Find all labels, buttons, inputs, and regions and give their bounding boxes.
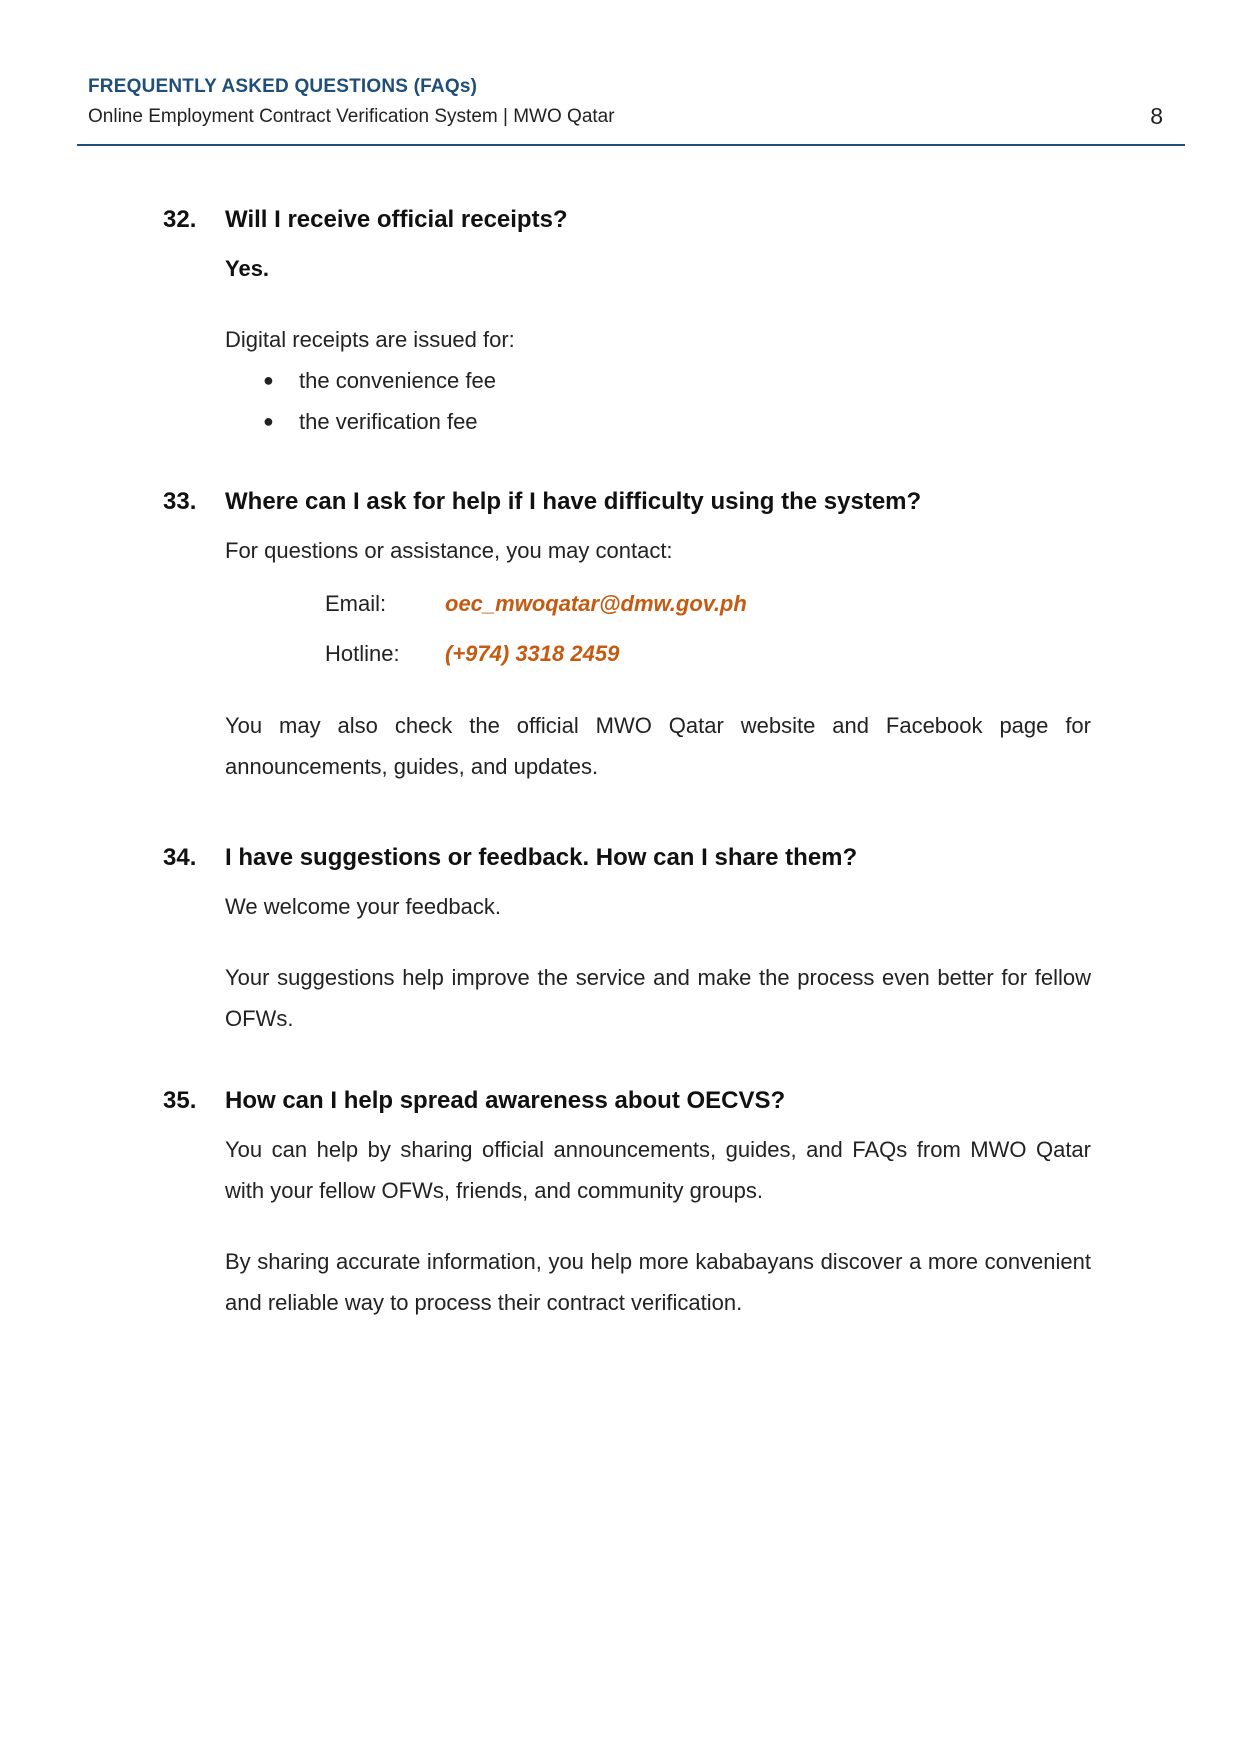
faq-number: 33. (163, 488, 197, 515)
faq-question: Where can I ask for help if I have difficulty using the system? (225, 488, 922, 515)
feedback-paragraph: Your suggestions help improve the service and make the process even better for fellow OFWs. (225, 965, 1091, 1031)
document-title: FREQUENTLY ASKED QUESTIONS (FAQs) (88, 76, 478, 97)
faq-number: 35. (163, 1087, 197, 1114)
contact-hotline-row (225, 633, 1091, 683)
faq-number: 34. (163, 844, 197, 871)
website-note: You may also check the official MWO Qatar website and Facebook page for announcements, guides, and updates. (225, 713, 1091, 779)
faq-answer (225, 1129, 1091, 1323)
list-item-text: the convenience fee (299, 368, 496, 393)
faq-item-33 (163, 488, 1091, 798)
faq-question: How can I help spread awareness about OECVS? (225, 1087, 786, 1114)
document-subtitle: Online Employment Contract Verification System | MWO Qatar (88, 106, 615, 127)
hotline-link[interactable]: (+974) 3318 2459 (445, 641, 620, 666)
faq-number: 32. (163, 206, 197, 233)
email-link[interactable]: oec_mwoqatar@dmw.gov.ph (445, 591, 747, 616)
feedback-paragraph: We welcome your feedback. (225, 894, 501, 919)
faq-item-35 (163, 1087, 1091, 1347)
contact-email-row (225, 583, 1091, 633)
answer-yes: Yes. (225, 256, 270, 281)
page-header (77, 72, 1185, 146)
list-item (225, 401, 1091, 442)
receipt-intro: Digital receipts are issued for: (225, 327, 515, 352)
faq-answer (225, 248, 1091, 442)
email-label: Email: (325, 591, 387, 616)
faq-item-34 (163, 844, 1091, 1044)
list-item (225, 360, 1091, 401)
faq-question: I have suggestions or feedback. How can I share them? (225, 844, 858, 871)
awareness-paragraph: You can help by sharing official announcements, guides, and FAQs from MWO Qatar with your fellow OFWs, friends, and community groups. (225, 1137, 1091, 1203)
bullet-icon: ● (263, 411, 274, 431)
hotline-label: Hotline: (325, 641, 400, 666)
help-intro: For questions or assistance, you may contact: (225, 538, 673, 563)
faq-answer (225, 886, 1091, 1039)
faq-item-32 (163, 206, 1091, 446)
list-item-text: the verification fee (299, 409, 478, 434)
page-number: 8 (1150, 103, 1163, 129)
faq-answer (225, 530, 1091, 787)
contact-list (225, 583, 1091, 683)
bullet-icon: ● (263, 370, 274, 390)
awareness-paragraph: By sharing accurate information, you help more kababayans discover a more convenient and reliable way to process their contract verification. (225, 1249, 1091, 1315)
receipt-fee-list (225, 360, 1091, 442)
faq-question: Will I receive official receipts? (225, 206, 568, 233)
